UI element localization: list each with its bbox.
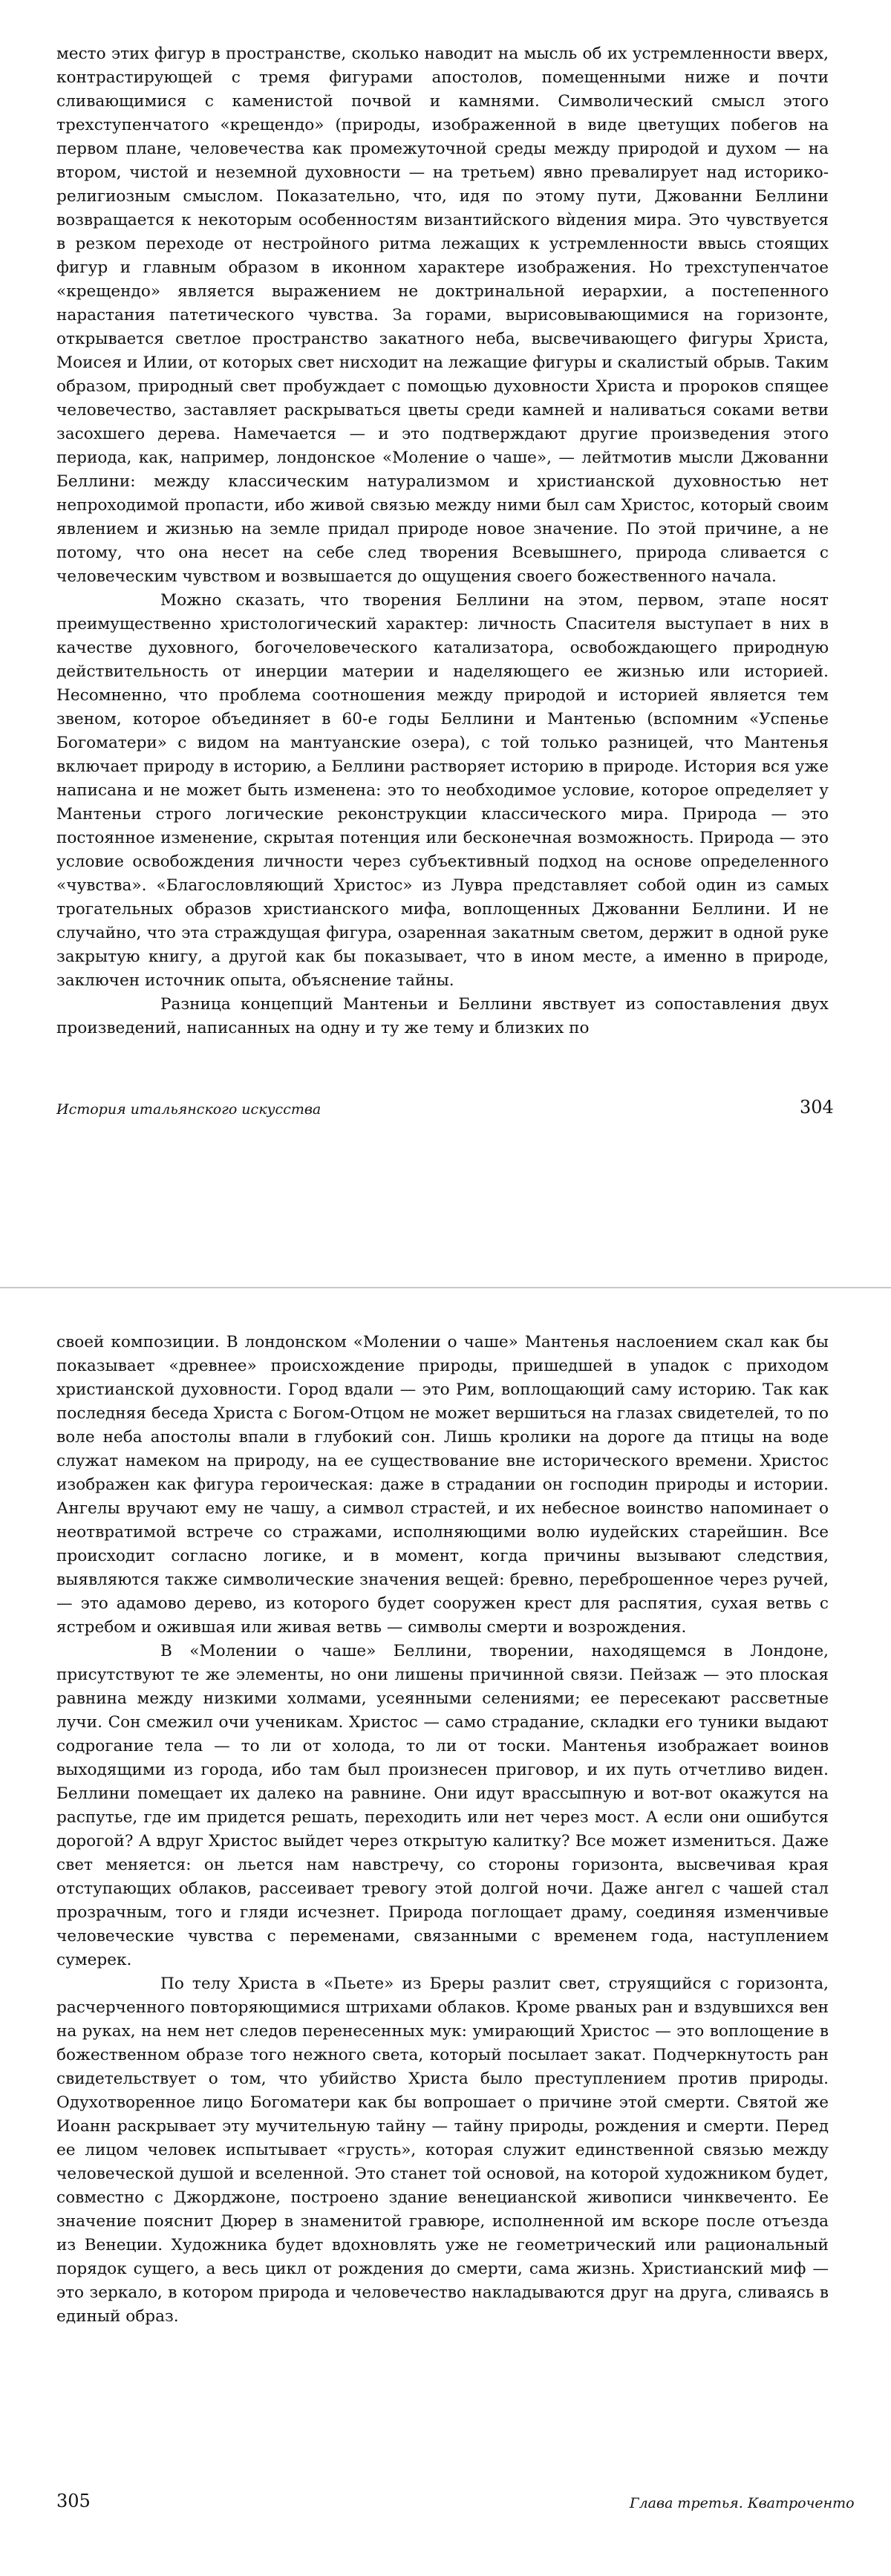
paragraph: В «Молении о чаше» Беллини, творении, находящемся в Лондоне, присутствуют те же элементы, но они лишены причинной связи. Пейзаж — это плоская равнина между низкими холмами, усеянными селениями; ее пересекают рассветные лучи. Сон смежил очи ученикам. Христос — само страдание, складки его туники выдают содрогание тела — то ли от холода, то ли от тоски. Мантенья изображает воинов выходящими из города, ибо там был произнесен приговор, и их путь отчетливо виден. Беллини помещает их далеко на равнине. Они идут врассыпную и вот-вот окажутся на распутье, где им придется решать, переходить или нет через мост. А если они ошибутся дорогой? А вдруг Христос выйдет через открытую калитку? Все может измениться. Даже свет меняется: он льется нам навстречу, со стороны горизонта, высвечивая края отступающих облаков, рассеивает тревогу этой долгой ночи. Даже ангел с чашей стал прозрачным, того и гляди исчезнет. Природа поглощает драму, соединяя изменчивые человеческие чувства с переменами, связанными с временем года, наступлением сумерек. xyxy=(56,1642,829,1969)
text-column xyxy=(56,42,829,1040)
paragraph: Можно сказать, что творения Беллини на этом, первом, этапе носят преимущественно христологический характер: личность Спасителя выступает в них в качестве духовного, богочеловеческого катализатора, освобождающего природную действительность от инерции материи и наделяющего ее жизнью или историей. Несомненно, что проблема соотношения между природой и историей является тем звеном, которое объединяет в 60-е годы Беллини и Мантенью (вспомним «Успенье Богоматери» с видом на мантуанские озера), с той только разницей, что Мантенья включает природу в историю, а Беллини растворяет историю в природе. История вся уже написана и не может быть изменена: это то необходимое условие, которое определяет у Мантеньи строго логические реконструкции классического мира. Природа — это постоянное изменение, скрытая потенция или бесконечная возможность. Природа — это условие освобождения личности через субъективный подход на основе определенного «чувства». «Благословляющий Христос» из Лувра представляет собой один из самых трогательных образов христианского мифа, воплощенных Джованни Беллини. И не случайно, что эта страждущая фигура, озаренная закатным светом, держит в одной руке закрытую книгу, а другой как бы показывает, что в ином месте, а именно в природе, заключен источник опыта, объяснение тайны. xyxy=(56,591,829,990)
chapter-title: Глава третья. Кватроченто xyxy=(630,2495,855,2511)
page-number: 305 xyxy=(56,2491,91,2511)
running-head: История итальянского искусства xyxy=(56,1101,322,1118)
paragraph: Разница концепций Мантеньи и Беллини явствует из сопоставления двух произведений, написанных на одну и ту же тему и близких по xyxy=(56,995,829,1037)
paragraph: По телу Христа в «Пьете» из Бреры разлит свет, струящийся с горизонта, расчерченного повторяющимися штрихами облаков. Кроме рваных ран и вздувшихся вен на руках, на нем нет следов перенесенных мук: умирающий Христос — это воплощение в божественном образе того нежного света, который посылает закат. Подчеркнутость ран свидетельствует о том, что убийство Христа было преступлением против природы. Одухотворенное лицо Богоматери как бы вопрошает о причине этой смерти. Святой же Иоанн раскрывает эту мучительную тайну — тайну природы, рождения и смерти. Перед ее лицом человек испытывает «грусть», которая служит единственной связью между человеческой душой и вселенной. Это станет той основой, на которой художником будет, совместно с Джорджоне, построено здание венецианской живописи чинквеченто. Ее значение пояснит Дюрер в знаменитой гравюре, исполненной им вскоре после отъезда из Венеции. Художника будет вдохновлять уже не геометрический или рациональный порядок сущего, а весь цикл от рождения до смерти, сама жизнь. Христианский миф — это зеркало, в котором природа и человечество накладываются друг на друга, сливаясь в единый образ. xyxy=(56,1975,829,2326)
paragraph: своей композиции. В лондонском «Молении о чаше» Мантенья наслоением скал как бы показывает «древнее» происхождение природы, пришедшей в упадок с приходом христианской духовности. Город вдали — это Рим, воплощающий саму историю. Так как последняя беседа Христа с Богом-Отцом не может вершиться на глазах свидетелей, то по воле неба апостолы впали в глубокий сон. Лишь кролики на дороге да птицы на воде служат намеком на природу, на ее существование вне исторического времени. Христос изображен как фигура героическая: даже в страдании он господин природы и истории. Ангелы вручают ему не чашу, а символ страстей, и их небесное воинство напоминает о неотвратимой встрече со стражами, исполняющими волю иудейских старейшин. Все происходит согласно логике, и в момент, когда причины вызывают следствия, выявляются также символические значения вещей: бревно, переброшенное через ручей, — это адамово дерево, из которого будет сооружен крест для распятия, сухая ветвь с ястребом и ожившая или живая ветвь — символы смерти и возрождения. xyxy=(56,1333,829,1637)
paragraph: место этих фигур в пространстве, сколько наводит на мысль об их устремленности вверх, контрастирующей с тремя фигурами апостолов, помещенными ниже и почти сливающимися с каменистой почвой и камнями. Символический смысл этого трехступенчатого «крещендо» (природы, изображенной в виде цветущих побегов на первом плане, человечества как промежуточной среды между природой и духом — на втором, чистой и неземной духовности — на третьем) явно превалирует над историко-религиозным смыслом. Показательно, что, идя по этому пути, Джованни Беллини возвращается к некоторым особенностям византийского вѝдения мира. Это чувствуется в резком переходе от нестройного ритма лежащих к устремленности ввысь стоящих фигур и главным образом в иконном характере изображения. Но трехступенчатое «крещендо» является выражением не доктринальной иерархии, а постепенного нарастания патетического чувства. За горами, вырисовывающимися на горизонте, открывается светлое пространство закатного неба, высвечивающего фигуры Христа, Моисея и Илии, от которых свет нисходит на лежащие фигуры и скалистый обрыв. Таким образом, природный свет пробуждает с помощью духовности Христа и пророков спящее человечество, заставляет раскрываться цветы среди камней и наливаться соками ветви засохшего дерева. Намечается — и это подтверждают другие произведения этого периода, как, например, лондонское «Моление о чаше», — лейтмотив мысли Джованни Беллини: между классическим натурализмом и христианской духовностью нет непроходимой пропасти, ибо живой связью между ними был сам Христос, который своим явлением и жизнью на земле придал природе новое значение. По этой причине, а не потому, что она несет на себе след творения Всевышнего, природа сливается с человеческим чувством и возвышается до ощущения своего божественного начала. xyxy=(56,45,829,586)
page-number: 304 xyxy=(800,1097,834,1118)
page-305 xyxy=(0,1288,891,2576)
text-column xyxy=(56,1331,829,2329)
